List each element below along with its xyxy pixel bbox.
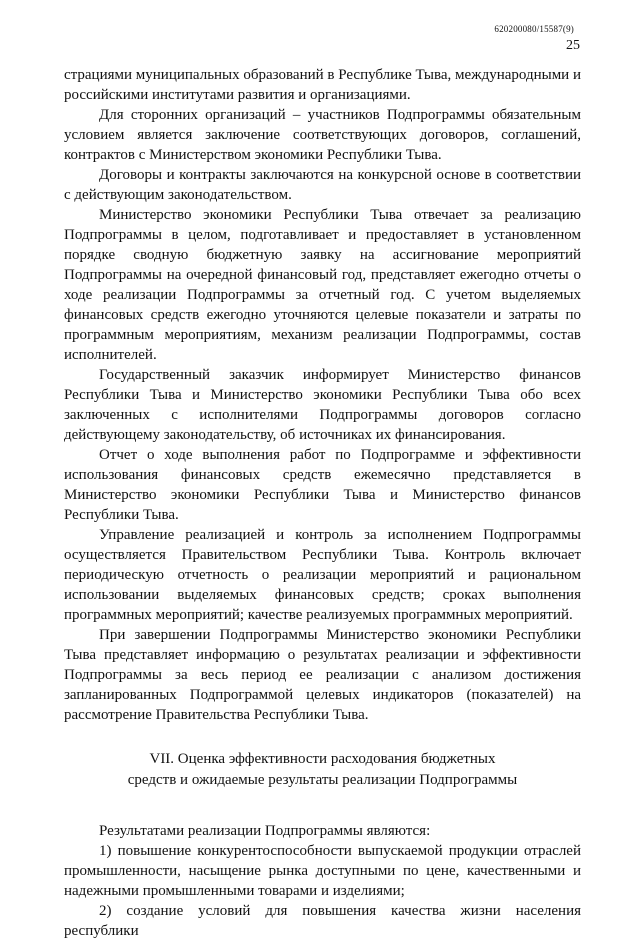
document-body bbox=[64, 65, 581, 941]
paragraph-continuation: страциями муниципальных образований в Республике Тыва, международными и российскими институтами развития и организациями. bbox=[64, 67, 581, 103]
section-heading-line-1: VII. Оценка эффективности расходования бюджетных bbox=[149, 751, 496, 767]
page-number: 25 bbox=[566, 38, 580, 53]
results-item-1: 1) повышение конкурентоспособности выпускаемой продукции отраслей промышленности, насыщение рынка доступными по цене, качественными и надежными промышленными товарами и изделиями; bbox=[64, 843, 581, 899]
paragraph-state-customer: Государственный заказчик информирует Министерство финансов Республики Тыва и Министерство экономики Республики Тыва обо всех заключенных с исполнителями Подпрограммы договоров согласно действующему законодательству, об источниках их финансирования. bbox=[64, 367, 581, 443]
results-intro: Результатами реализации Подпрограммы являются: bbox=[99, 823, 431, 839]
paragraph-completion: При завершении Подпрограммы Министерство экономики Республики Тыва представляет информацию о результатах реализации и эффективности Подпрограммы за весь период ее реализации с анализом достижения запланированных Подпрограммой целевых индикаторов (показателей) на рассмотрение Правительства Республики Тыва. bbox=[64, 627, 581, 723]
paragraph-third-party-orgs: Для сторонних организаций – участников Подпрограммы обязательным условием является заключение соответствующих договоров, соглашений, контрактов с Министерством экономики Республики Тыва. bbox=[64, 107, 581, 163]
section-heading-line-2: средств и ожидаемые результаты реализации Подпрограммы bbox=[127, 772, 518, 788]
paragraph-ministry-responsibility: Министерство экономики Республики Тыва отвечает за реализацию Подпрограммы в целом, подготавливает и предоставляет в установленном порядке сводную бюджетную заявку на ассигнование мероприятий Подпрограммы на очередной финансовый год, представляет ежегодно отчеты о ходе реализации Подпрограммы за отчетный год. С учетом выделяемых финансовых средств ежегодно уточняются целевые показатели и затраты по программным мероприятиям, механизм реализации Подпрограммы, состав исполнителей. bbox=[64, 207, 581, 363]
document-id: 620200080/15587(9) bbox=[494, 24, 574, 34]
results-item-2: 2) создание условий для повышения качества жизни населения республики bbox=[64, 903, 581, 939]
paragraph-contracts: Договоры и контракты заключаются на конкурсной основе в соответствии с действующим законодательством. bbox=[64, 167, 581, 203]
paragraph-progress-report: Отчет о ходе выполнения работ по Подпрограмме и эффективности использования финансовых средств ежемесячно представляется в Министерство экономики Республики Тыва и Министерство финансов Республики Тыва. bbox=[64, 447, 581, 523]
section-heading bbox=[64, 749, 581, 791]
paragraph-management-control: Управление реализацией и контроль за исполнением Подпрограммы осуществляется Правительством Республики Тыва. Контроль включает периодическую отчетность о реализации мероприятий и рациональном использовании выделяемых финансовых средств; сроках выполнения программных мероприятий; качестве реализуемых программных мероприятий. bbox=[64, 527, 581, 623]
